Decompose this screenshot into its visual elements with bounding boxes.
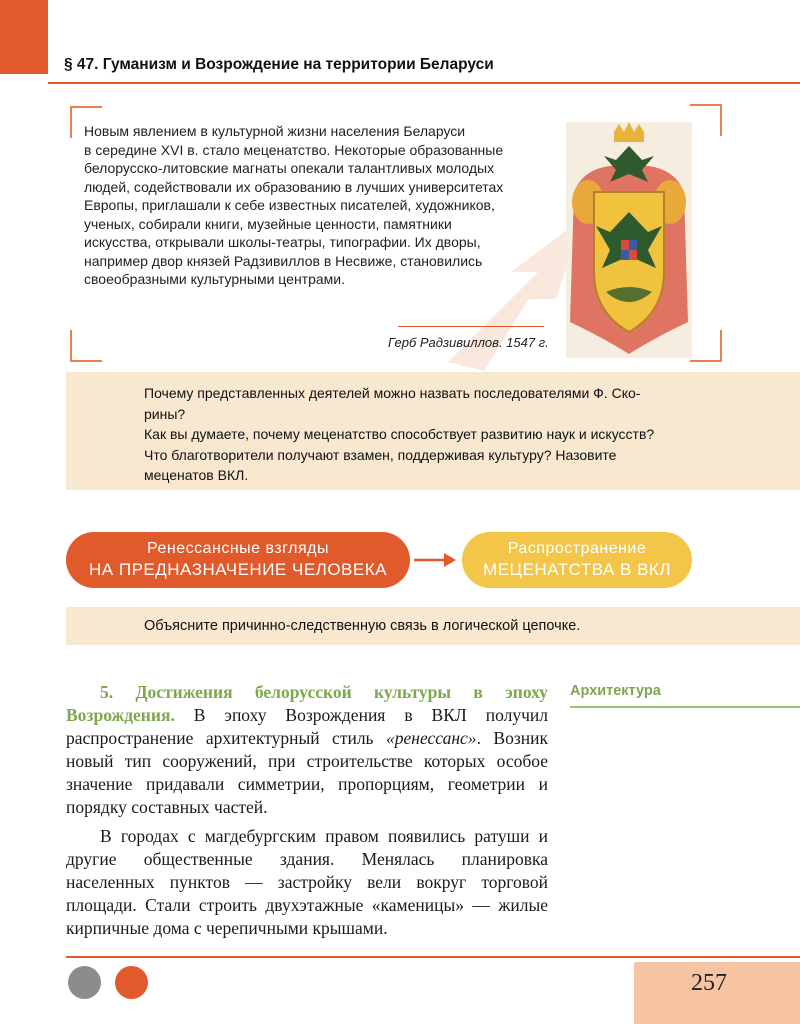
intro-line: ученых, собирали книги, музейные ценности, памятники	[84, 215, 452, 232]
task-text: Объясните причинно-следственную связь в логической цепочке.	[144, 618, 581, 634]
intro-paragraph	[84, 122, 554, 289]
sidebar-rule	[570, 706, 800, 708]
page-header-title: § 47. Гуманизм и Возрождение на территории Беларуси	[64, 56, 494, 73]
question-line: Как вы думаете, почему меценатство способствует развитию наук и искусств?	[144, 426, 655, 442]
question-line: Что благотворители получают взамен, поддерживая культуру? Назовите	[144, 446, 617, 463]
p1-text-a: В эпоху Возрождения в ВКЛ получил распространение архитектурный стиль	[66, 705, 548, 748]
chain-box-patronage	[462, 532, 692, 588]
intro-line: своеобразными культурными центрами.	[84, 271, 345, 287]
radziwill-coat-of-arms-image	[566, 122, 692, 358]
sidebar-label-architecture: Архитектура	[570, 683, 661, 699]
section-body	[66, 681, 548, 940]
page-number: 257	[691, 970, 727, 996]
figure-caption: Герб Радзивиллов. 1547 г.	[388, 335, 549, 350]
bracket-bottom-left	[70, 330, 102, 362]
intro-line: белорусско-литовские магнаты опекали талантливых молодых	[84, 160, 495, 176]
chain-box-2-line-2: МЕЦЕНАТСТВА В ВКЛ	[483, 560, 671, 579]
question-line: Почему представленных деятелей можно назвать последователями Ф. Ско-	[144, 385, 641, 401]
footer-rule	[66, 956, 800, 958]
chain-box-2-line-1: Распространение	[507, 540, 647, 557]
questions-text	[144, 383, 692, 486]
p1-text-b: . Возник новый тип сооружений, при строительстве которых особое значение придавали симметрии, пропорциям, геометрии и порядку составных частей.	[66, 728, 548, 817]
section-paragraph-1	[66, 681, 548, 819]
intro-line: в середине XVI в. стало меценатство. Некоторые образованные	[84, 141, 504, 158]
gray-circle-icon	[68, 966, 101, 999]
chain-box-renaissance-views	[66, 532, 410, 588]
bracket-top-right	[690, 104, 722, 136]
intro-line: людей, содействовали их образованию в лучших университетах	[84, 178, 504, 195]
section-paragraph-2: В городах с магдебургским правом появились ратуши и другие общественные здания. Менялась планировка населенных пунктов — застройку вели вокруг торговой площади. Стали строить двухэтажные «каменицы» — жилые кирпичные дома с черепичными крышами.	[66, 826, 548, 938]
arrow-right-icon	[412, 551, 456, 569]
question-line: меценатов ВКЛ.	[144, 467, 249, 483]
orange-circle-icon	[115, 966, 148, 999]
chain-box-1-line-1: Ренессансные взгляды	[147, 540, 329, 557]
question-line: рины?	[144, 405, 186, 422]
intro-line: искусства, открывали школы-театры, типографии. Их дворы,	[84, 234, 481, 250]
chain-box-1-line-2: НА ПРЕДНАЗНАЧЕНИЕ ЧЕЛОВЕКА	[89, 560, 387, 579]
p1-term: «ренессанс»	[386, 728, 477, 748]
intro-line: Новым явлением в культурной жизни населения Беларуси	[84, 123, 466, 139]
caption-rule	[398, 326, 544, 327]
section-heading: 5. Достижения белорусской культуры в эпоху Возрождения.	[66, 682, 548, 725]
intro-line: Европы, приглашали к себе известных писателей, художников,	[84, 197, 495, 213]
bracket-bottom-right	[690, 330, 722, 362]
header-rule	[48, 82, 800, 84]
corner-tab	[0, 0, 48, 74]
intro-line: например двор князей Радзивиллов в Несвиже, становились	[84, 252, 483, 269]
